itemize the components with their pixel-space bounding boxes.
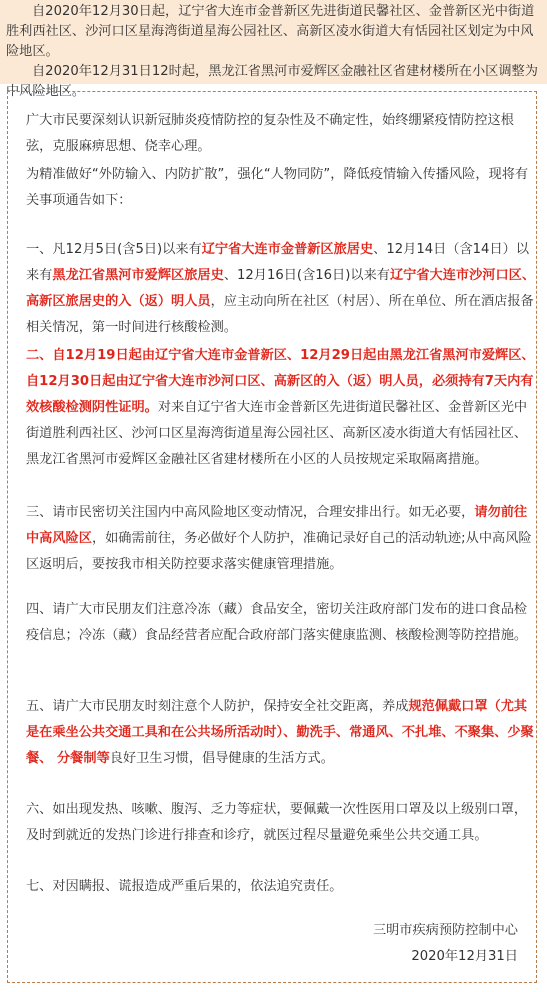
item-2 — [26, 343, 536, 473]
item-1-highlight-a: 辽宁省大连市金普新区旅居史 — [201, 242, 374, 257]
item-4: 四、请广大市民朋友们注意冷冻（藏）食品安全，密切关注政府部门发布的进口食品检疫信息；冷冻（藏）食品经营者应配合政府部门落实健康监测、核酸检测等防控措施。 — [26, 602, 528, 643]
notice-box — [7, 91, 537, 983]
item-2-highlight: 二、自12月19日起由辽宁省大连市金普新区、12月29日起由黑龙江省黑河市爱辉区、自12月30日起由辽宁省大连市沙河口区、高新区的入（返）明人员，必须持有7天内有效核酸检测阴性证明。 — [26, 348, 535, 415]
item-1-highlight-c: 辽宁省大连市沙河口区、高新区旅居史的入（返）明人员 — [26, 268, 536, 309]
item-1 — [26, 237, 536, 341]
item-3 — [26, 500, 536, 578]
item-6: 六、如出现发热、咳嗽、腹泻、乏力等症状，要佩戴一次性医用口罩及以上级别口罩，及时到就近的发热门诊进行排查和诊疗，就医过程尽量避免乘坐公共交通工具。 — [26, 802, 528, 843]
item-3-highlight: 请勿前往中高风险区 — [26, 505, 528, 546]
item-1-text-a: 一、凡12月5日(含5日)以来有 — [26, 242, 202, 257]
intro-paragraph-2: 为精准做好“外防输入、内防扩散”，强化“人物同防”，降低疫情输入传播风险，现将有关事项通告如下： — [26, 167, 529, 208]
banner-line-2: 自2020年12月31日12时起，黑龙江省黑河市爱辉区金融社区省建材楼所在小区调整为中风险地区。 — [6, 64, 538, 99]
issue-date: 2020年12月31日 — [411, 949, 518, 964]
item-3-text-b: ，如确需前往，务必做好个人防护，准确记录好自己的活动轨迹;从中高风险区返明后，要按我市相关防控要求落实健康管理措施。 — [26, 531, 532, 572]
item-1-highlight-b: 黑龙江省黑河市爱辉区旅居史 — [52, 268, 224, 283]
item-2-text: 对来自辽宁省大连市金普新区先进街道民馨社区、金普新区光中街道胜利西社区、沙河口区星海湾街道星海公园社区、高新区凌水街道大有恬园社区、黑龙江省黑河市爱辉区金融社区省建材楼所在小区的人员按规定采取隔离措施。 — [26, 400, 528, 467]
item-5-highlight: 规范佩戴口罩（尤其是在乘坐公共交通工具和在公共场所活动时）、勤洗手、常通风、不扎堆、不聚集、少聚餐、 分餐制等 — [26, 699, 534, 766]
banner-line-1: 自2020年12月30日起，辽宁省大连市金普新区先进街道民馨社区、金普新区光中街道胜利西社区、沙河口区星海湾街道星海公园社区、高新区凌水街道大有恬园社区划定为中风险地区。 — [6, 4, 535, 59]
item-5-text-a: 五、请广大市民朋友时刻注意个人防护，保持安全社交距离，养成 — [26, 699, 409, 714]
top-banner — [0, 0, 547, 99]
item-5 — [26, 694, 536, 772]
item-5-text-b: 良好卫生习惯，倡导健康的生活方式。 — [109, 751, 334, 766]
intro-paragraph-1: 广大市民要深刻认识新冠肺炎疫情防控的复杂性及不确定性，始终绷紧疫情防控这根弦，克服麻痹思想、侥幸心理。 — [26, 113, 514, 154]
issuer-signature: 三明市疾病预防控制中心 — [372, 923, 518, 938]
item-1-text-b: 、12月14日（含14日）以来有 — [26, 242, 530, 283]
item-1-text-d: ，应主动向所在社区（村居）、所在单位、所在酒店报备相关情况，第一时间进行核酸检测。 — [26, 294, 534, 335]
item-7: 七、对因瞒报、谎报造成严重后果的，依法追究责任。 — [26, 879, 343, 894]
item-3-text-a: 三、请市民密切关注国内中高风险地区变动情况，合理安排出行。如无必要， — [26, 505, 475, 520]
item-1-text-c: 、12月16日(含16日)以来有 — [223, 268, 390, 283]
